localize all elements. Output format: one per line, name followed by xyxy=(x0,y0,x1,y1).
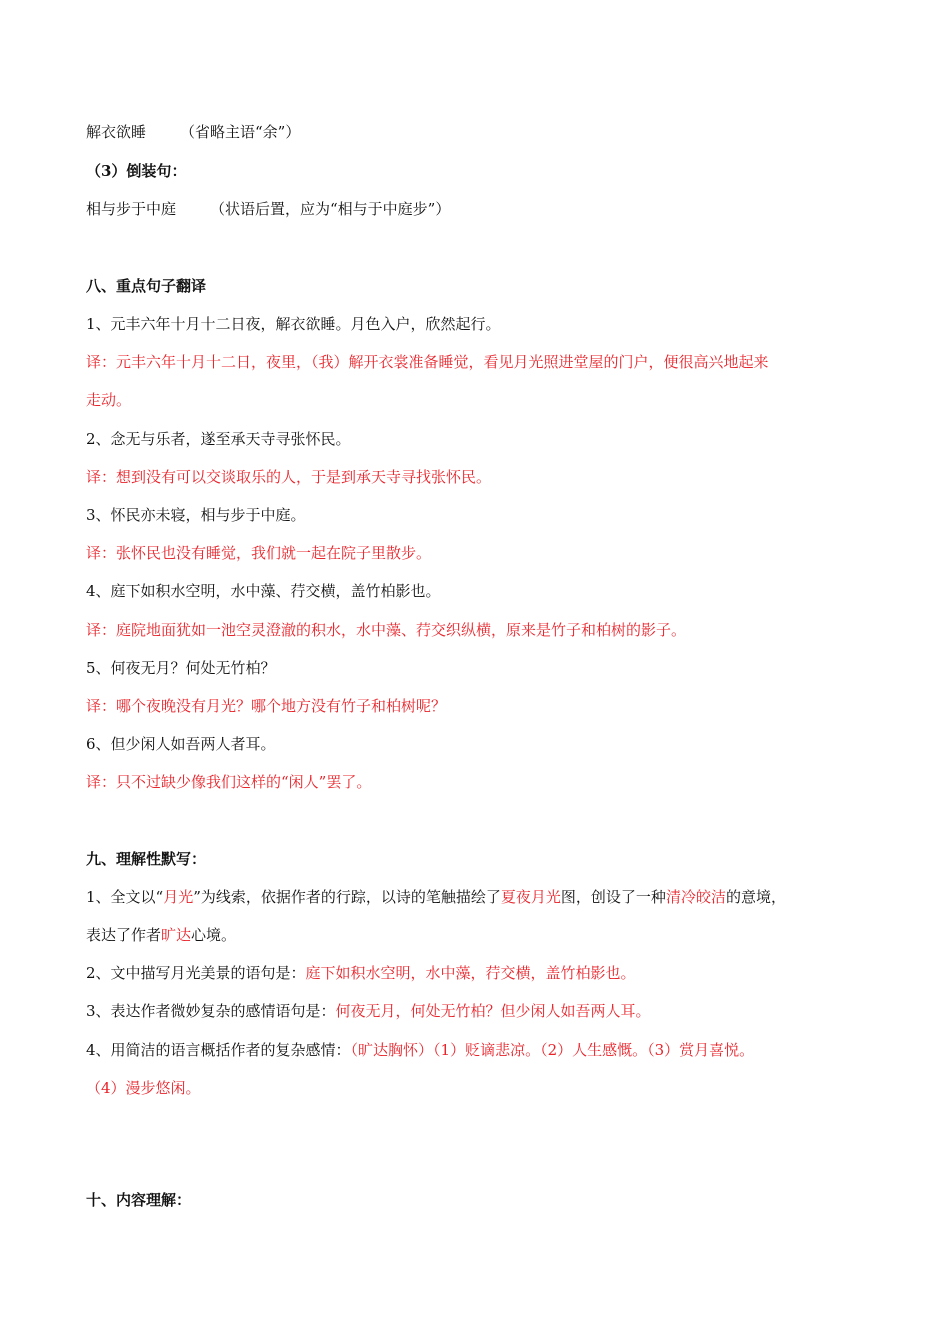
section-heading-translation: 八、重点句子翻译 xyxy=(86,277,207,295)
inversion-example-line xyxy=(86,199,876,219)
sentence-original-4: 4、庭下如积水空明，水中藻、荇交横，盖竹柏影也。 xyxy=(86,582,441,600)
sentence-original-2: 2、念无与乐者，遂至承天寺寻张怀民。 xyxy=(86,430,351,448)
q1-text-5: 表达了作者 xyxy=(86,926,162,944)
q1-answer-4: 旷达 xyxy=(161,926,192,944)
section-heading-dictation: 九、理解性默写： xyxy=(86,850,207,868)
q1-text-3: 图，创设了一种 xyxy=(560,888,666,906)
q1-answer-2: 夏夜月光 xyxy=(500,888,561,906)
sentence-translation-3: 译：张怀民也没有睡觉，我们就一起在院子里散步。 xyxy=(86,544,432,562)
q2-prompt: 2、文中描写月光美景的语句是： xyxy=(86,964,306,982)
sentence-original-1: 1、元丰六年十月十二日夜，解衣欲睡。月色入户，欣然起行。 xyxy=(86,315,501,333)
sentence-original-6: 6、但少闲人如吾两人者耳。 xyxy=(86,735,276,753)
sentence-translation-4: 译：庭院地面犹如一池空灵澄澈的积水，水中藻、荇交织纵横，原来是竹子和柏树的影子。 xyxy=(86,621,687,639)
sentence-translation-1b: 走动。 xyxy=(86,391,132,409)
q1-text-1: 1、全文以“ xyxy=(86,888,164,906)
sentence-original-5: 5、何夜无月？何处无竹柏？ xyxy=(86,659,276,677)
omission-example-line xyxy=(86,122,876,142)
dictation-q2 xyxy=(86,963,876,983)
inversion-example: 相与步于中庭 xyxy=(86,200,177,218)
section-heading-content: 十、内容理解： xyxy=(86,1191,192,1209)
q2-answer: 庭下如积水空明，水中藻，荇交横，盖竹柏影也。 xyxy=(305,964,636,982)
q1-answer-1: 月光 xyxy=(163,888,194,906)
q1-text-2: ”为线索，依据作者的行踪，以诗的笔触描绘了 xyxy=(193,888,501,906)
dictation-q1-line2 xyxy=(86,925,876,945)
omission-example: 解衣欲睡 xyxy=(86,123,147,141)
dictation-q4-line2: （4）漫步悠闲。 xyxy=(86,1079,201,1097)
sentence-translation-5: 译：哪个夜晚没有月光？哪个地方没有竹子和柏树呢？ xyxy=(86,697,447,715)
q1-text-4: 的意境， xyxy=(725,888,786,906)
omission-note: （省略主语“余”） xyxy=(180,123,301,141)
dictation-q1-line1 xyxy=(86,887,876,907)
q4-answer-1: （旷达胸怀）（1）贬谪悲凉。（2）人生感慨。（3）赏月喜悦。 xyxy=(350,1041,755,1059)
q3-prompt: 3、表达作者微妙复杂的感情语句是： xyxy=(86,1002,336,1020)
sentence-translation-2: 译：想到没有可以交谈取乐的人，于是到承天寺寻找张怀民。 xyxy=(86,468,492,486)
dictation-q4-line1 xyxy=(86,1040,876,1060)
inversion-note: （状语后置，应为“相与于中庭步”） xyxy=(210,200,451,218)
q1-answer-3: 清冷皎洁 xyxy=(665,888,726,906)
sentence-translation-1a: 译：元丰六年十月十二日，夜里，（我）解开衣裳准备睡觉，看见月光照进堂屋的门户，便很高兴地起来 xyxy=(86,353,769,371)
q1-text-6: 心境。 xyxy=(191,926,237,944)
dictation-q3 xyxy=(86,1001,876,1021)
q4-prompt: 4、用简洁的语言概括作者的复杂感情： xyxy=(86,1041,351,1059)
sentence-original-3: 3、怀民亦未寝，相与步于中庭。 xyxy=(86,506,306,524)
q3-answer: 何夜无月，何处无竹柏？但少闲人如吾两人耳。 xyxy=(335,1002,651,1020)
inversion-heading: （3）倒装句： xyxy=(86,162,187,180)
sentence-translation-6: 译：只不过缺少像我们这样的“闲人”罢了。 xyxy=(86,773,372,791)
